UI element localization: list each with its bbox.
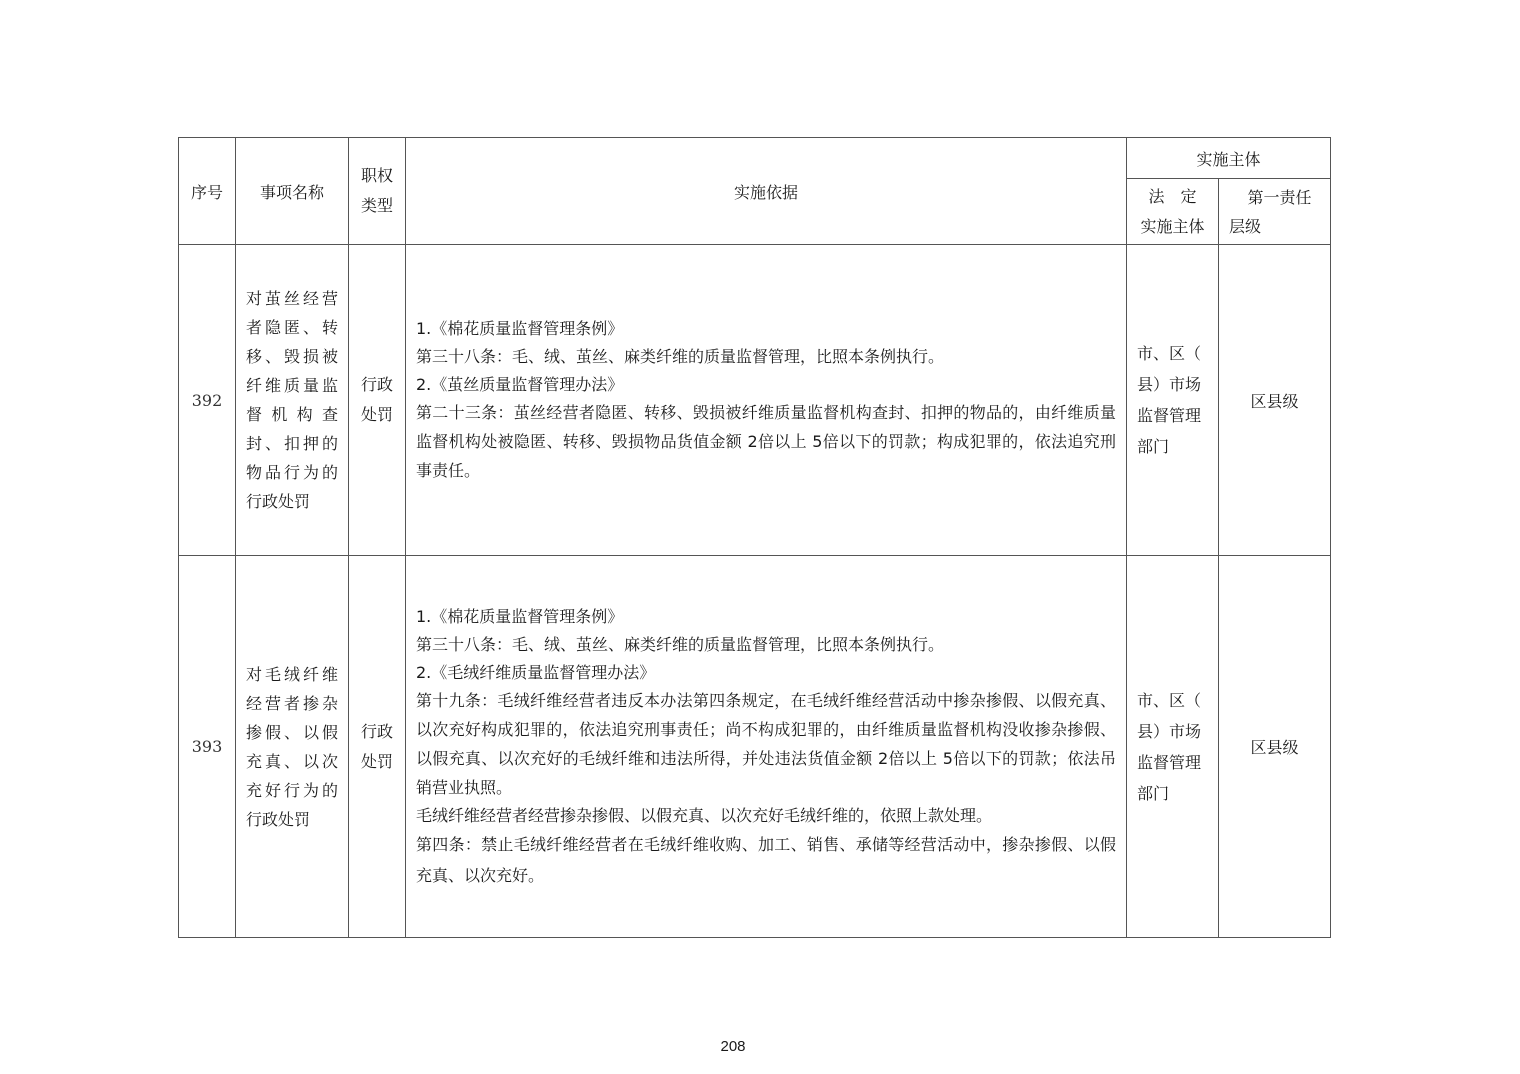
basis-paragraph: 1.《棉花质量监督管理条例》 — [416, 319, 624, 338]
header-subject: 实施主体 — [1127, 138, 1331, 179]
enforcement-items-table — [178, 137, 1331, 938]
basis-paragraph: 2.《毛绒纤维质量监督管理办法》 — [416, 662, 656, 682]
row-seq: 393 — [179, 556, 236, 938]
row-responsibility-level: 区县级 — [1219, 245, 1331, 556]
row-power-type — [349, 556, 406, 938]
row-basis — [406, 245, 1127, 556]
table-row — [179, 556, 1331, 938]
basis-paragraph: 1.《棉花质量监督管理条例》 — [416, 606, 624, 626]
row-basis — [406, 556, 1127, 938]
row-power-type-line2: 处罚 — [360, 751, 393, 771]
row-item-name: 对茧丝经营者隐匿、转移、毁损被纤维质量监督机构查封、扣押的物品行为的行政处罚 — [236, 245, 349, 556]
header-legal-subject — [1127, 179, 1219, 245]
header-legal-subject-line2: 实施主体 — [1140, 216, 1205, 236]
row-org-line3: 监督管理 — [1137, 752, 1202, 772]
header-level-line1: 第一责任 — [1247, 187, 1312, 207]
row-org-line4: 部门 — [1137, 783, 1170, 803]
row-org-line2: 县）市场 — [1137, 721, 1202, 741]
row-org-line4: 部门 — [1137, 437, 1170, 456]
basis-paragraph: 2.《茧丝质量监督管理办法》 — [416, 375, 624, 394]
basis-paragraph: 第二十三条：茧丝经营者隐匿、转移、毁损被纤维质量监督机构查封、扣押的物品的，由纤维质量监督机构处被隐匿、转移、毁损物品货值金额 2倍以上 5倍以下的罚款；构成犯罪的，依法追究刑事责任。 — [416, 403, 1116, 480]
row-power-type-line2: 处罚 — [360, 405, 393, 424]
header-seq: 序号 — [179, 138, 236, 245]
row-org-line3: 监督管理 — [1137, 406, 1202, 425]
header-legal-subject-line1: 法 定 — [1148, 186, 1197, 206]
basis-paragraph: 毛绒纤维经营者经营掺杂掺假、以假充真、以次充好毛绒纤维的，依照上款处理。 — [416, 805, 993, 825]
table-row — [179, 245, 1331, 556]
basis-paragraph: 第四条：禁止毛绒纤维经营者在毛绒纤维收购、加工、销售、承储等经营活动中，掺杂掺假、以假充真、以次充好。 — [416, 834, 1116, 885]
row-seq: 392 — [179, 245, 236, 556]
row-org-line2: 县）市场 — [1137, 375, 1202, 394]
row-responsibility-level: 区县级 — [1219, 556, 1331, 938]
row-org-line1: 市、区（ — [1137, 344, 1202, 363]
basis-paragraph: 第十九条：毛绒纤维经营者违反本办法第四条规定，在毛绒纤维经营活动中掺杂掺假、以假充真、以次充好构成犯罪的，依法追究刑事责任；尚不构成犯罪的，由纤维质量监督机构没收掺杂掺假、以假充真、以次充好的毛绒纤维和违法所得，并处违法货值金额 2倍以上 5倍以下的罚款；依法吊销营业执照。 — [416, 690, 1116, 797]
row-org-line1: 市、区（ — [1137, 690, 1202, 710]
row-item-name: 对毛绒纤维经营者掺杂掺假、以假充真、以次充好行为的行政处罚 — [236, 556, 349, 938]
header-item-name: 事项名称 — [236, 138, 349, 245]
header-power-type-line2: 类型 — [360, 196, 393, 215]
row-legal-subject — [1127, 556, 1219, 938]
page-number: 208 — [720, 1038, 746, 1055]
row-legal-subject — [1127, 245, 1219, 556]
header-level-line2: 层级 — [1229, 216, 1262, 236]
row-power-type — [349, 245, 406, 556]
basis-paragraph: 第三十八条：毛、绒、茧丝、麻类纤维的质量监督管理，比照本条例执行。 — [416, 634, 945, 654]
header-responsibility-level — [1219, 179, 1331, 245]
basis-paragraph: 第三十八条：毛、绒、茧丝、麻类纤维的质量监督管理，比照本条例执行。 — [416, 347, 945, 366]
header-power-type — [349, 138, 406, 245]
header-power-type-line1: 职权 — [360, 166, 393, 185]
row-power-type-line1: 行政 — [360, 721, 393, 741]
header-basis: 实施依据 — [406, 138, 1127, 245]
row-power-type-line1: 行政 — [360, 375, 393, 394]
